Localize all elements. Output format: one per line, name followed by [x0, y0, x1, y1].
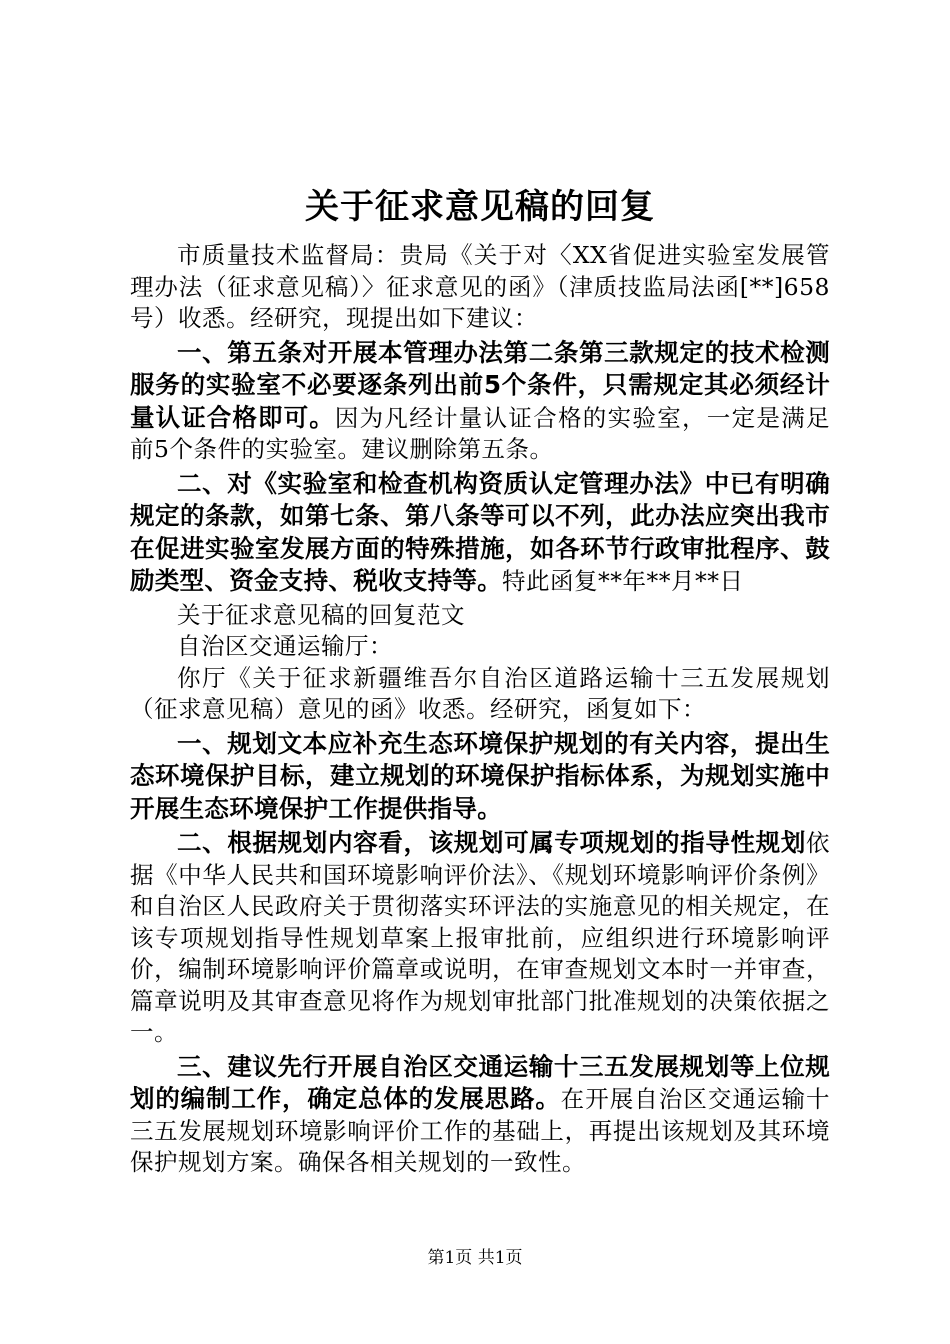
paragraph-intro-2 — [130, 663, 830, 726]
paragraph-intro — [130, 240, 830, 335]
paragraph-suggestion-2 — [130, 468, 830, 598]
paragraph-text: 依据《中华人民共和国环境影响评价法》、《规划环境影响评价条例》和自治区人民政府关于贯彻落实环评法的实施意见的相关规定，在该专项规划指导性规划草案上报审批前，应组织进行环境影响评价，编制环境影响评价篇章或说明，在审查规划文本时一并审查，篇章说明及其审查意见将作为规划审批部门批准规划的决策依据之一。 — [130, 829, 830, 1046]
page-footer: 第1页 共1页 — [427, 1248, 523, 1268]
paragraph-addressee — [130, 631, 830, 663]
paragraph-reply-1 — [130, 728, 830, 826]
paragraph-bold-text: 一、规划文本应补充生态环境保护规划的有关内容，提出生态环境保护目标，建立规划的环境保护指标体系，为规划实施中开展生态环境保护工作提供指导。 — [130, 728, 830, 823]
paragraph-text: 市质量技术监督局：贵局《关于对〈XX省促进实验室发展管理办法（征求意见稿）〉征求意见的函》（津质技监局法函[**]658号）收悉。经研究，现提出如下建议： — [130, 241, 830, 332]
paragraph-reply-3 — [130, 1051, 830, 1179]
paragraph-subtitle — [130, 600, 830, 632]
paragraph-text: 特此函复**年**月**日 — [502, 567, 744, 595]
paragraph-suggestion-1 — [130, 337, 830, 466]
paragraph-text: 你厅《关于征求新疆维吾尔自治区道路运输十三五发展规划（征求意见稿）意见的函》收悉。经研究，函复如下： — [130, 663, 830, 723]
document-page — [130, 180, 830, 1179]
paragraph-bold-text: 二、根据规划内容看，该规划可属专项规划的指导性规划 — [177, 828, 806, 857]
paragraph-bold-text: 二、对《实验室和检查机构资质认定管理办法》中已有明确规定的条款，如第七条、第八条等可以不列，此办法应突出我市在促进实验室发展方面的特殊措施，如各环节行政审批程序、鼓励类型、资金支持、税收支持等。 — [130, 468, 830, 595]
paragraph-text: 因为凡经计量认证合格的实验室，一定是满足前5个条件的实验室。建议删除第五条。 — [130, 403, 831, 463]
paragraph-text: 自治区交通运输厅： — [177, 632, 393, 660]
paragraph-bold-text: 一、第五条对开展本管理办法第二条第三款规定的技术检测服务的实验室不必要逐条列出前5个条件，只需规定其必须经计量认证合格即可。 — [130, 337, 830, 432]
document-title: 关于征求意见稿的回复 — [305, 187, 655, 227]
paragraph-text: 关于征求意见稿的回复范文 — [177, 600, 465, 629]
paragraph-text: 在开展自治区交通运输十三五发展规划环境影响评价工作的基础上，再提出该规划及其环境保护规划方案。确保各相关规划的一致性。 — [130, 1085, 831, 1176]
paragraph-reply-2 — [130, 827, 830, 1049]
paragraph-bold-text: 三、建议先行开展自治区交通运输十三五发展规划等上位规划的编制工作，确定总体的发展思路。 — [130, 1051, 830, 1113]
